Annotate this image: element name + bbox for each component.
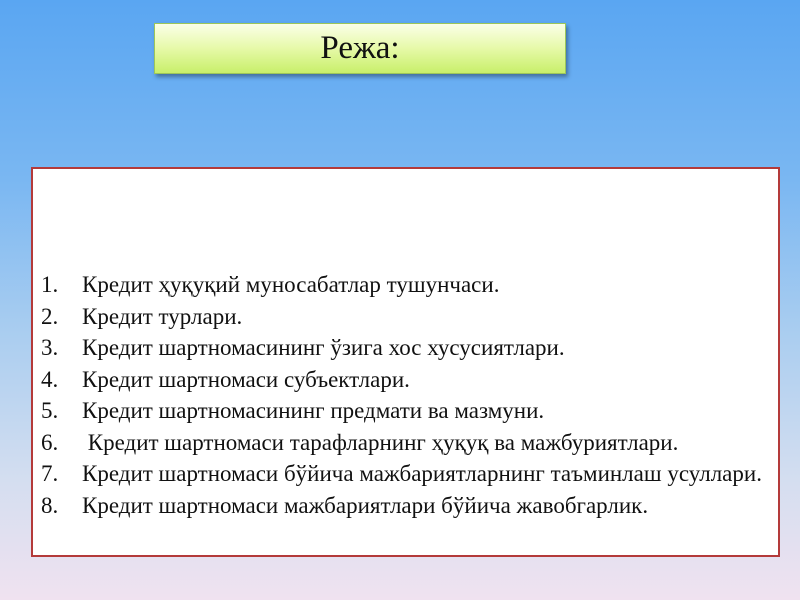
plan-item-3 xyxy=(41,332,770,364)
plan-item-number: 2. xyxy=(41,303,59,329)
plan-item-text: Кредит шартномаси субъектлари. xyxy=(82,366,410,392)
slide-title: Режа: xyxy=(320,30,400,66)
plan-item-text: Кредит шартномасининг предмати ва мазмуни. xyxy=(82,398,545,423)
plan-item-8 xyxy=(41,490,770,522)
plan-list xyxy=(41,269,770,521)
plan-item-4 xyxy=(41,364,770,396)
plan-item-text: Кредит ҳуқуқий муносабатлар тушунчаси. xyxy=(82,272,500,297)
plan-item-1 xyxy=(41,269,770,301)
plan-item-number: 7. xyxy=(41,461,59,486)
plan-item-text: Кредит шартномасининг ўзига хос хусусиятлари. xyxy=(82,335,565,360)
plan-item-number: 4. xyxy=(41,366,59,392)
plan-item-6 xyxy=(41,427,770,459)
plan-item-7 xyxy=(41,458,770,490)
plan-item-number: 6. xyxy=(41,429,59,455)
plan-item-number: 8. xyxy=(41,492,59,518)
plan-item-number: 5. xyxy=(41,398,59,423)
plan-item-number: 1. xyxy=(41,272,59,297)
plan-item-text: Кредит шартномаси бўйича мажбариятларнинг таъминлаш усуллари. xyxy=(82,461,762,486)
plan-item-text: Кредит турлари. xyxy=(82,303,243,329)
plan-item-5 xyxy=(41,395,770,427)
plan-item-text: Кредит шартномаси тарафларнинг ҳуқуқ ва мажбуриятлари. xyxy=(82,429,679,455)
plan-item-number: 3. xyxy=(41,335,59,360)
plan-item-2 xyxy=(41,301,770,333)
title-banner xyxy=(154,23,566,74)
plan-item-text: Кредит шартномаси мажбариятлари бўйича жавобгарлик. xyxy=(82,492,649,518)
plan-panel xyxy=(31,167,780,557)
